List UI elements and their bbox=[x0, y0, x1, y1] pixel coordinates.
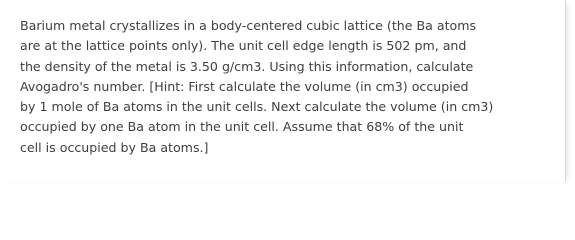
question-text bbox=[20, 16, 540, 158]
question-line: Barium metal crystallizes in a body-centered cubic lattice (the Ba atoms bbox=[20, 18, 477, 33]
question-line: the density of the metal is 3.50 g/cm3. Using this information, calculate bbox=[20, 58, 474, 74]
question-line: Avogadro's number. [Hint: First calculate the volume (in cm3) occupied bbox=[20, 78, 469, 94]
question-line: by 1 mole of Ba atoms in the unit cells. Next calculate the volume (in cm3) bbox=[20, 99, 494, 115]
question-line: are at the lattice points only). The unit cell edge length is 502 pm, and bbox=[20, 38, 467, 54]
question-line: cell is occupied by Ba atoms.] bbox=[20, 139, 209, 155]
question-line: occupied by one Ba atom in the unit cell. Assume that 68% of the unit bbox=[20, 119, 464, 135]
